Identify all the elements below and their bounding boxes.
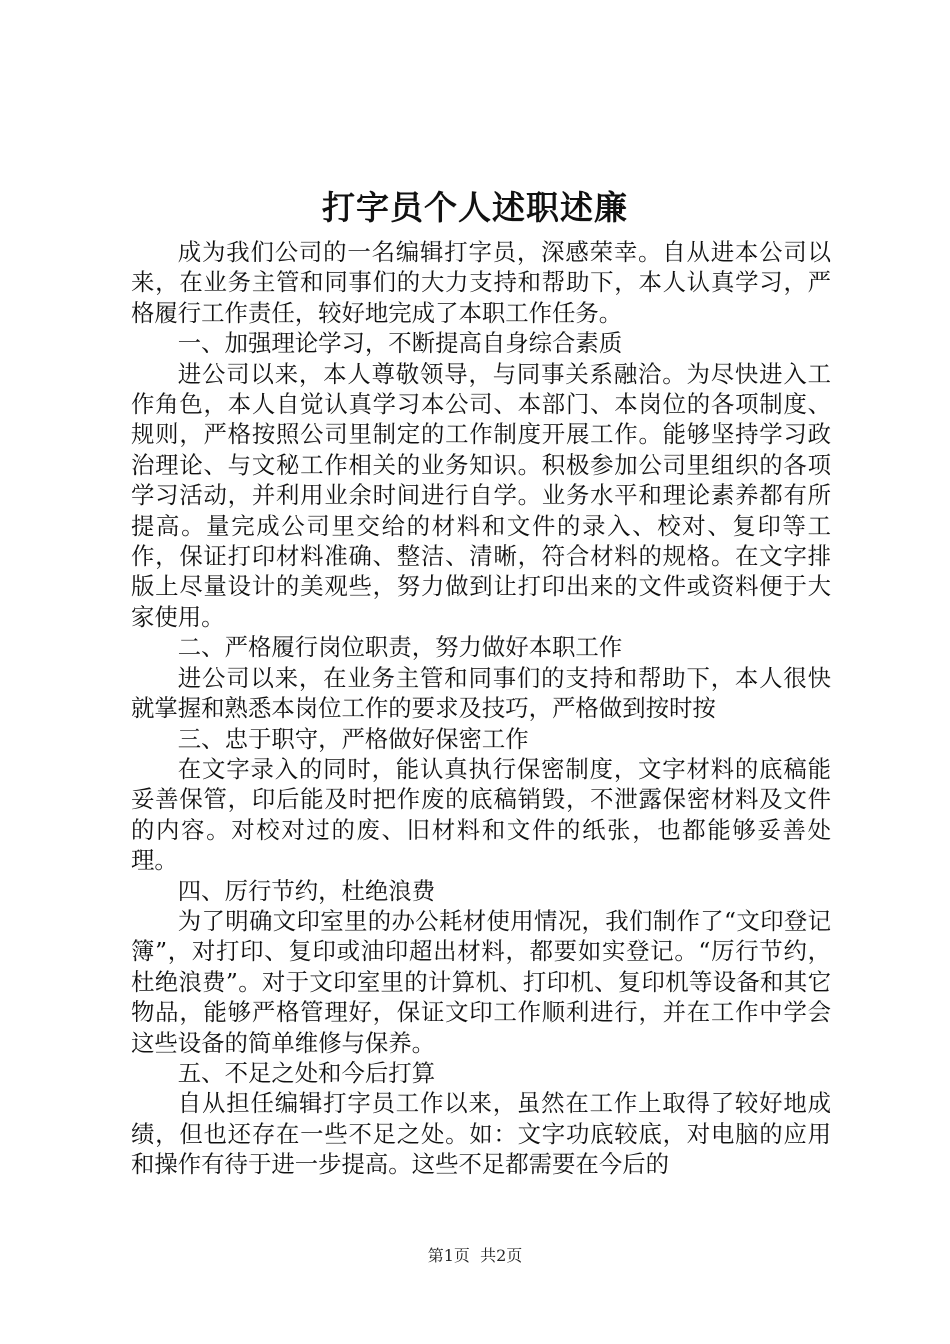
section-paragraph-4: 为了明确文印室里的办公耗材使用情况，我们制作了“文印登记簿”，对打印、复印或油印超出材料，都要如实登记。“厉行节约，杜绝浪费”。对于文印室里的计算机、打印机、复印机等设备和其它物品，能够严格管理好，保证文印工作顺利进行，并在工作中学会这些设备的简单维修与保养。	[131, 906, 831, 1057]
section-heading-3: 三、忠于职守，严格做好保密工作	[177, 724, 529, 753]
page-number: 第1页 共2页	[427, 1246, 523, 1265]
section-heading-5: 五、不足之处和今后打算	[177, 1058, 436, 1087]
page-footer	[0, 1245, 950, 1267]
section-heading-2: 二、严格履行岗位职责，努力做好本职工作	[177, 633, 623, 662]
section-paragraph-2: 进公司以来，在业务主管和同事们的支持和帮助下，本人很快就掌握和熟悉本岗位工作的要求及技巧，严格做到按时按	[131, 663, 831, 723]
document-title: 打字员个人述职述廉	[322, 188, 628, 227]
section-paragraph-5: 自从担任编辑打字员工作以来，虽然在工作上取得了较好地成绩，但也还存在一些不足之处。如：文字功底较底，对电脑的应用和操作有待于进一步提高。这些不足都需要在今后的	[131, 1089, 831, 1179]
document-body	[131, 237, 831, 1180]
section-paragraph-1: 进公司以来，本人尊敬领导，与同事关系融洽。为尽快进入工作角色，本人自觉认真学习本公司、本部门、本岗位的各项制度、规则，严格按照公司里制定的工作制度开展工作。能够坚持学习政治理论、与文秘工作相关的业务知识。积极参加公司里组织的各项学习活动，并利用业余时间进行自学。业务水平和理论素养都有所提高。量完成公司里交给的材料和文件的录入、校对、复印等工作，保证打印材料准确、整洁、清晰，符合材料的规格。在文字排版上尽量设计的美观些，努力做到让打印出来的文件或资料便于大家使用。	[131, 359, 831, 631]
section-heading-4: 四、厉行节约，杜绝浪费	[177, 876, 436, 905]
intro-paragraph: 成为我们公司的一名编辑打字员，深感荣幸。自从进本公司以来，在业务主管和同事们的大力支持和帮助下，本人认真学习，严格履行工作责任，较好地完成了本职工作任务。	[131, 238, 831, 327]
section-paragraph-3: 在文字录入的同时，能认真执行保密制度，文字材料的底稿能妥善保管，印后能及时把作废的底稿销毁，不泄露保密材料及文件的内容。对校对过的废、旧材料和文件的纸张，也都能够妥善处理。	[131, 754, 831, 875]
section-heading-1: 一、加强理论学习，不断提高自身综合素质	[177, 329, 623, 358]
